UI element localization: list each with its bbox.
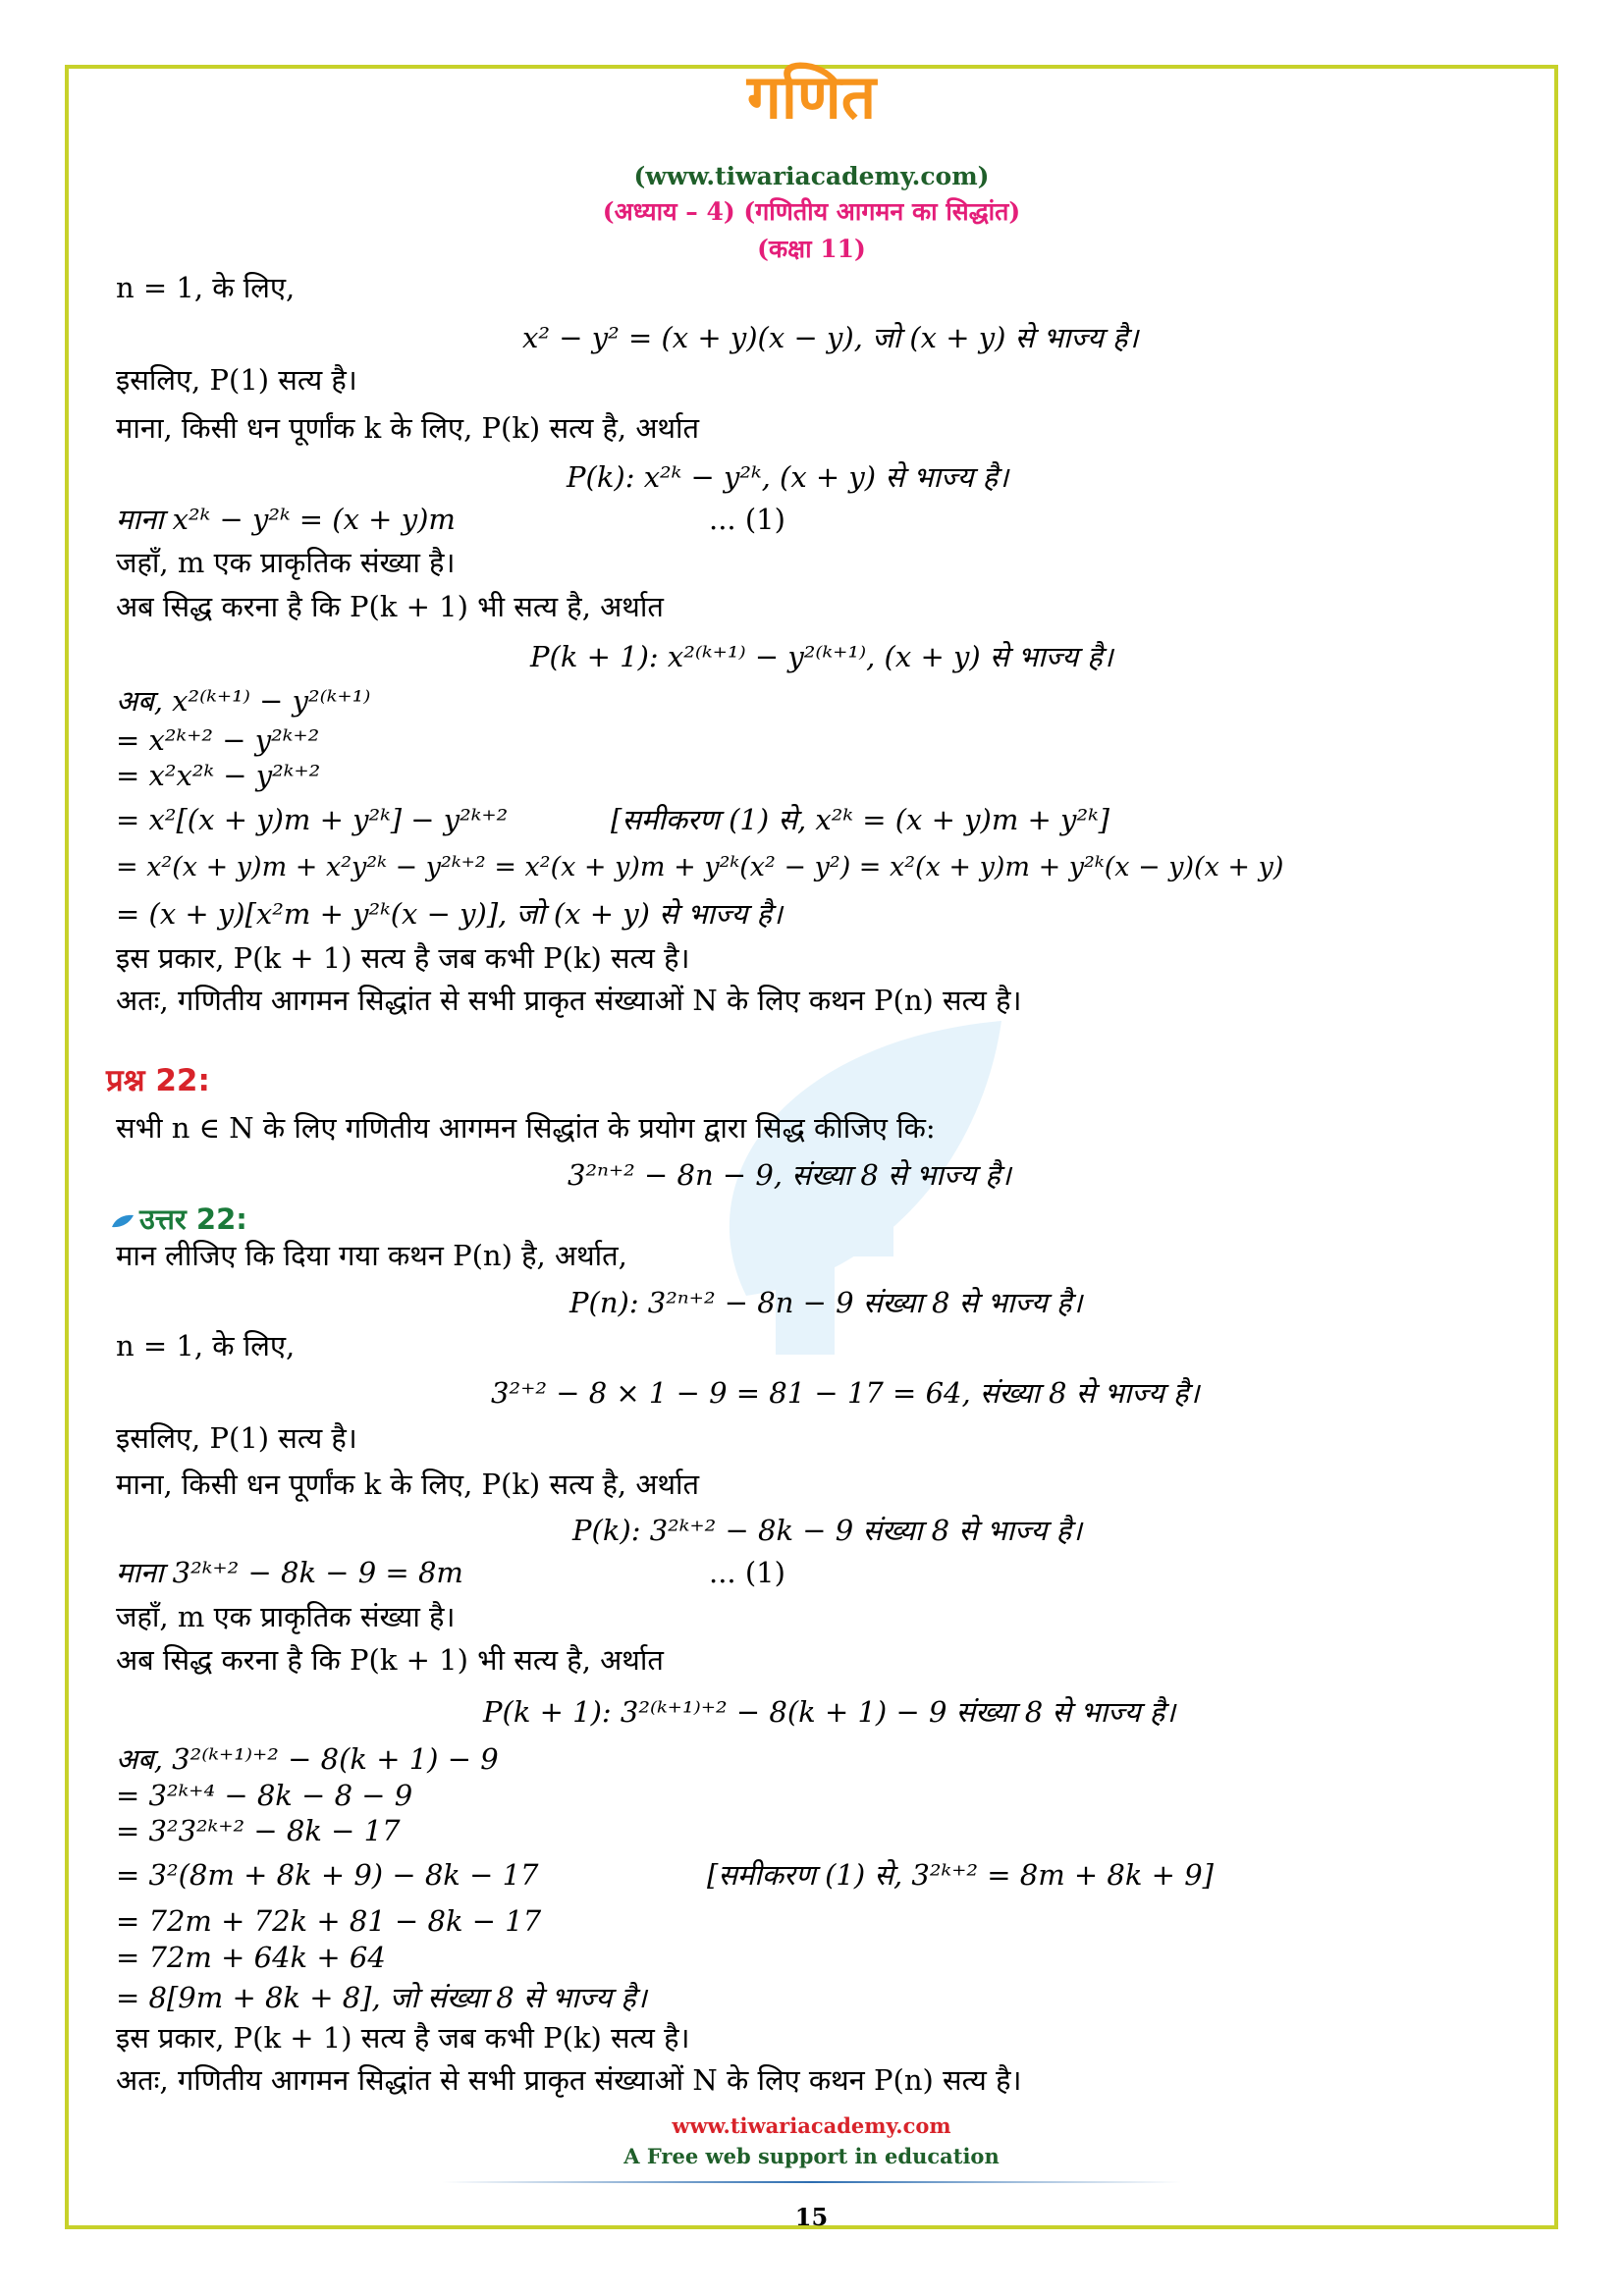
text-line: इस प्रकार, P(k + 1) सत्य है जब कभी P(k) सत्य है। <box>116 2021 690 2055</box>
answer-heading-text: उत्तर 22: <box>139 1202 247 1236</box>
text-line: जहाँ, m एक प्राकृतिक संख्या है। <box>116 546 456 579</box>
equation-line: = 72m + 64k + 64 <box>116 1941 386 1974</box>
question-expression: 3²ⁿ⁺² − 8n − 9, संख्या 8 से भाज्य है। <box>568 1158 1011 1192</box>
equation-line: = x²(x + y)m + x²y²ᵏ − y²ᵏ⁺² = x²(x + y)m + y²ᵏ(x² − y²) = x²(x + y)m + y²ᵏ(x − y)(x + y) <box>116 852 1284 882</box>
page-number: 15 <box>794 2203 829 2231</box>
answer-heading <box>110 1202 247 1236</box>
chapter-title: (अध्याय – 4) (गणितीय आगमन का सिद्धांत) <box>602 197 1021 226</box>
equation-number: ... (1) <box>709 1556 785 1589</box>
equation-line: माना x²ᵏ − y²ᵏ = (x + y)m <box>116 503 456 536</box>
equation-line: माना 3²ᵏ⁺² − 8k − 9 = 8m <box>116 1556 463 1589</box>
equation-number: ... (1) <box>709 503 785 536</box>
footer-divider <box>442 2181 1181 2183</box>
text-line: अब सिद्ध करना है कि P(k + 1) भी सत्य है, अर्थात <box>116 590 664 623</box>
equation-line: अब, x²⁽ᵏ⁺¹⁾ − y²⁽ᵏ⁺¹⁾ <box>116 684 371 718</box>
footer-website-link[interactable]: www.tiwariacademy.com <box>672 2113 951 2138</box>
text-line: इसलिए, P(1) सत्य है। <box>116 1421 357 1455</box>
equation-line: = x²ᵏ⁺² − y²ᵏ⁺² <box>116 723 320 757</box>
equation-line: P(k): x²ᵏ − y²ᵏ, (x + y) से भाज्य है। <box>567 460 1009 494</box>
equation-note: [समीकरण (1) से, x²ᵏ = (x + y)m + y²ᵏ] <box>611 803 1109 836</box>
equation-line: P(k + 1): 3²⁽ᵏ⁺¹⁾⁺² − 8(k + 1) − 9 संख्या 8 से भाज्य है। <box>483 1695 1176 1729</box>
question-text: सभी n ∈ N के लिए गणितीय आगमन सिद्धांत के प्रयोग द्वारा सिद्ध कीजिए कि: <box>116 1111 936 1145</box>
text-line: माना, किसी धन पूर्णांक k के लिए, P(k) सत्य है, अर्थात <box>116 1468 700 1501</box>
equation-line: P(k + 1): x²⁽ᵏ⁺¹⁾ − y²⁽ᵏ⁺¹⁾, (x + y) से भाज्य है। <box>530 640 1113 673</box>
equation-line: अब, 3²⁽ᵏ⁺¹⁾⁺² − 8(k + 1) − 9 <box>116 1742 499 1776</box>
equation-line: 3²⁺² − 8 × 1 − 9 = 81 − 17 = 64, संख्या 8 से भाज्य है। <box>491 1376 1200 1410</box>
text-line: n = 1, के लिए, <box>116 271 296 304</box>
text-line: मान लीजिए कि दिया गया कथन P(n) है, अर्थात, <box>116 1239 627 1272</box>
footer-tagline: A Free web support in education <box>623 2144 1000 2168</box>
equation-line: = 8[9m + 8k + 8], जो संख्या 8 से भाज्य है। <box>116 1981 647 2014</box>
equation-note: [समीकरण (1) से, 3²ᵏ⁺² = 8m + 8k + 9] <box>707 1858 1214 1892</box>
equation-line: = x²x²ᵏ − y²ᵏ⁺² <box>116 759 321 792</box>
equation-line: = 3²ᵏ⁺⁴ − 8k − 8 − 9 <box>116 1779 413 1812</box>
text-line: n = 1, के लिए, <box>116 1329 296 1362</box>
equation-line: P(n): 3²ⁿ⁺² − 8n − 9 संख्या 8 से भाज्य है। <box>569 1286 1083 1319</box>
equation-line: x² − y² = (x + y)(x − y), जो (x + y) से भाज्य है। <box>522 321 1139 354</box>
conclusion-line: अतः, गणितीय आगमन सिद्धांत से सभी प्राकृत संख्याओं N के लिए कथन P(n) सत्य है। <box>116 984 1022 1017</box>
question-heading: प्रश्न 22: <box>106 1063 210 1098</box>
conclusion-line: अतः, गणितीय आगमन सिद्धांत से सभी प्राकृत संख्याओं N के लिए कथन P(n) सत्य है। <box>116 2063 1022 2097</box>
text-line: इस प्रकार, P(k + 1) सत्य है जब कभी P(k) सत्य है। <box>116 941 690 975</box>
equation-line: = (x + y)[x²m + y²ᵏ(x − y)], जो (x + y) से भाज्य है। <box>116 897 783 931</box>
text-line: माना, किसी धन पूर्णांक k के लिए, P(k) सत्य है, अर्थात <box>116 411 700 445</box>
header-website: (www.tiwariacademy.com) <box>633 162 990 190</box>
text-line: जहाँ, m एक प्राकृतिक संख्या है। <box>116 1600 456 1633</box>
equation-line: = 3²(8m + 8k + 9) − 8k − 17 <box>116 1858 539 1892</box>
text-line: अब सिद्ध करना है कि P(k + 1) भी सत्य है, अर्थात <box>116 1643 664 1677</box>
leaf-icon <box>110 1213 135 1229</box>
equation-line: = 3²3²ᵏ⁺² − 8k − 17 <box>116 1814 401 1847</box>
equation-line: P(k): 3²ᵏ⁺² − 8k − 9 संख्या 8 से भाज्य है। <box>572 1514 1082 1547</box>
equation-line: = x²[(x + y)m + y²ᵏ] − y²ᵏ⁺² <box>116 803 509 836</box>
class-label: (कक्षा 11) <box>757 235 866 263</box>
text-line: इसलिए, P(1) सत्य है। <box>116 363 357 397</box>
page-title: गणित <box>746 61 877 133</box>
equation-line: = 72m + 72k + 81 − 8k − 17 <box>116 1904 542 1938</box>
